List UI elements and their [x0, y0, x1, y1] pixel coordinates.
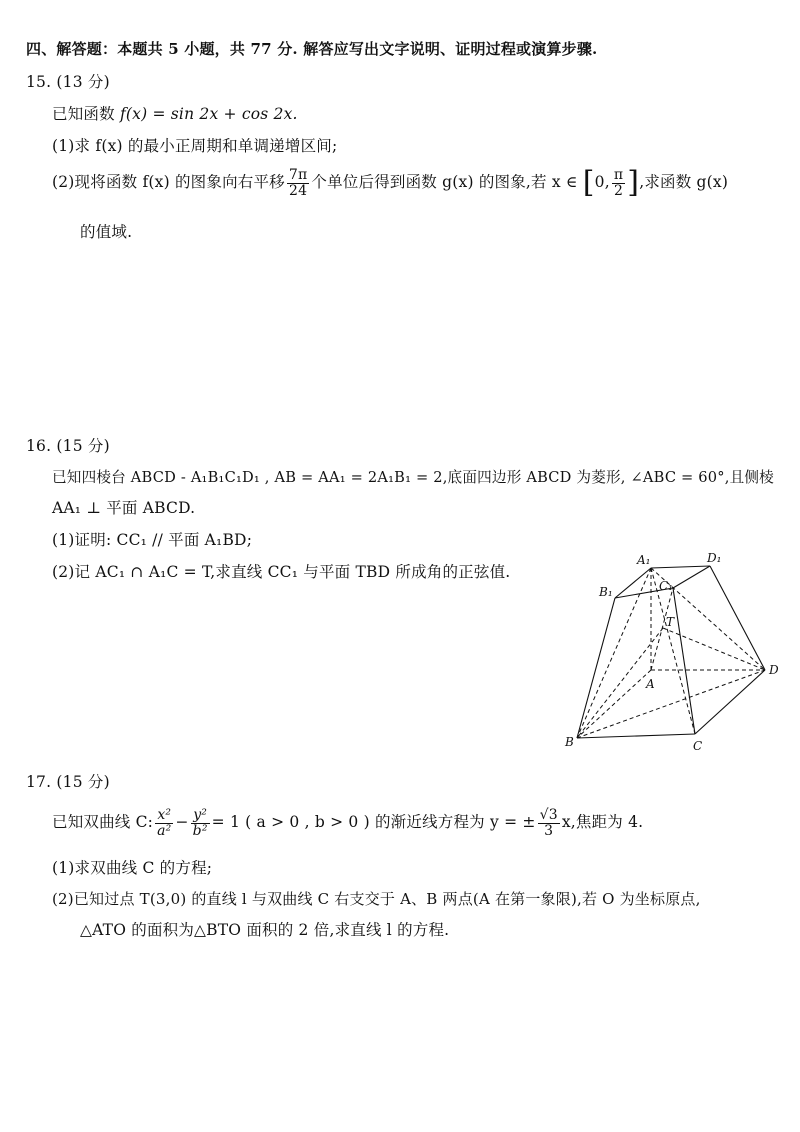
q15-score: (13 分): [56, 73, 110, 91]
q17-minus: −: [175, 813, 189, 832]
q17-sqrt3: √3: [539, 807, 558, 823]
q17-y-fraction: [191, 808, 210, 838]
q15-part2-text-b: 个单位后得到函数 g(x) 的图象,若 x ∈: [311, 173, 578, 192]
q15-part2-cont: 的值域.: [80, 223, 133, 241]
edge-B-C: [577, 734, 695, 738]
q16-stem-line1: 已知四棱台 ABCD - A₁B₁C₁D₁ , AB = AA₁ = 2A₁B₁ = 2,底面四边形 ABCD 为菱形, ∠ABC = 60°,且侧棱: [52, 469, 774, 486]
edge-T-D: [663, 628, 765, 670]
q15-shift-den: 24: [289, 182, 308, 199]
q16-part2: (2)记 AC₁ ∩ A₁C = T,求直线 CC₁ 与平面 TBD 所成角的正弦值.: [52, 563, 511, 581]
left-bracket: [: [582, 165, 595, 201]
q17-score: (15 分): [56, 773, 110, 791]
edge-C-D: [695, 670, 765, 734]
edge-C-C1: [673, 588, 695, 734]
q15-stem-prefix: 已知函数: [52, 105, 115, 123]
q16-part1: (1)证明: CC₁ // 平面 A₁BD;: [52, 531, 253, 549]
label-A: A: [646, 677, 655, 691]
q15-stem: [52, 102, 298, 124]
edge-A-B: [577, 670, 651, 738]
q15-part1: (1)求 f(x) 的最小正周期和单调递增区间;: [52, 137, 338, 155]
edge-A1-D1: [651, 566, 710, 568]
label-D1: D₁: [707, 551, 722, 565]
label-B1: B₁: [599, 585, 613, 599]
section-title: 四、解答题：本题共 5 小题，共 77 分. 解答应写出文字说明、证明过程或演算步骤.: [26, 40, 598, 58]
q17-a2: a²: [157, 822, 172, 839]
q15-number: 15.: [26, 73, 52, 91]
q15-stem-expr: f(x) = sin 2x + cos 2x.: [119, 105, 298, 123]
edge-B-D: [577, 670, 765, 738]
q15-part2-text-c: ,求函数 g(x): [639, 173, 729, 192]
q17-number: 17.: [26, 773, 52, 791]
q17-y2: y²: [191, 808, 210, 824]
q15-shift-num: 7π: [288, 167, 308, 183]
q17-header: [26, 770, 110, 792]
q17-slope-fraction: [538, 808, 560, 838]
q15-shift-fraction: [287, 168, 310, 198]
q15-part2: [52, 165, 729, 201]
label-C: C: [693, 739, 703, 753]
q17-x-fraction: [155, 808, 173, 838]
q16-stem-line2: AA₁ ⊥ 平面 ABCD.: [52, 499, 196, 517]
q16-score: (15 分): [56, 437, 110, 455]
edge-D1-C1: [673, 566, 710, 588]
q15-header: [26, 70, 110, 92]
q17-part2-line1: (2)已知过点 T(3,0) 的直线 l 与双曲线 C 右支交于 A、B 两点(A 在第一象限),若 O 为坐标原点,: [52, 890, 701, 908]
edge-B-B1: [577, 598, 615, 738]
q17-stem-a: 已知双曲线 C:: [52, 813, 154, 832]
q17-stem-b: = 1 ( a > 0 , b > 0 ) 的渐近线方程为 y = ±: [211, 813, 536, 832]
q16-number: 16.: [26, 437, 52, 455]
q16-header: [26, 434, 110, 456]
q15-interval-num: π: [613, 167, 624, 183]
label-B: B: [565, 735, 574, 749]
q15-interval-den: 2: [614, 182, 624, 199]
edge-D-D1: [710, 566, 765, 670]
edge-A1-B1: [615, 568, 651, 598]
label-A1: A₁: [637, 553, 651, 567]
q15-interval-fraction: [612, 168, 625, 198]
label-T: T: [666, 615, 675, 629]
right-bracket: ]: [627, 165, 640, 201]
q17-x2: x²: [155, 808, 173, 824]
q17-b2: b²: [192, 822, 208, 839]
frustum-figure: [555, 548, 795, 758]
label-D: D: [769, 663, 779, 677]
q17-part1: (1)求双曲线 C 的方程;: [52, 859, 213, 877]
q17-part2-line2: △ATO 的面积为△BTO 面积的 2 倍,求直线 l 的方程.: [80, 921, 450, 939]
q17-stem-c: x,焦距为 4.: [561, 813, 644, 832]
label-C1: C₁: [659, 579, 673, 593]
q15-interval-start: 0,: [594, 173, 610, 192]
q17-three: 3: [544, 822, 554, 839]
q15-part2-text-a: (2)现将函数 f(x) 的图象向右平移: [52, 173, 285, 192]
q17-stem: [52, 808, 643, 838]
